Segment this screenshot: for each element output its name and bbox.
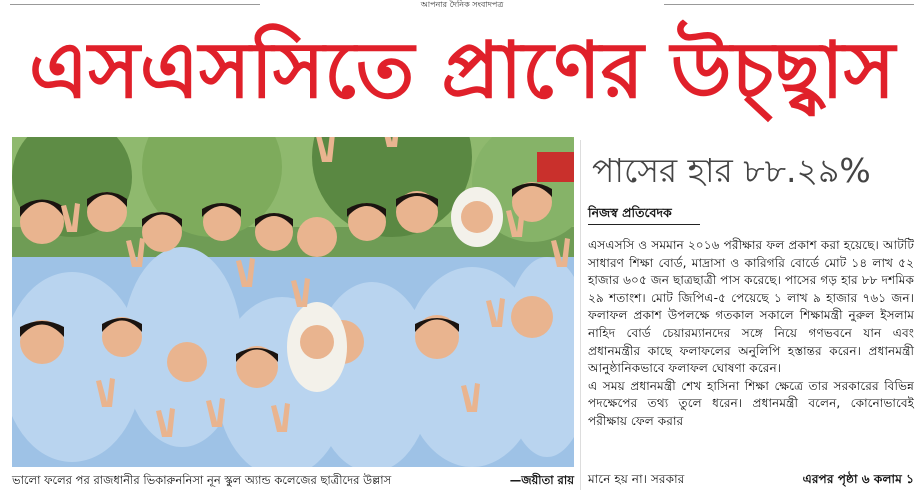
column-divider (580, 140, 581, 490)
students-celebrating-photo-icon (12, 137, 574, 467)
article-paragraph: এসএসসি ও সমমান ২০১৬ পরীক্ষার ফল প্রকাশ করা হয়েছে। আটটি সাধারণ শিক্ষা বোর্ড, মাদ্রাসা ও কারিগরি বোর্ডে মোট ১৪ লাখ ৫২ হাজার ৬০৫ জন ছাত্রছাত্রী পাস করেছে। পাসের গড় হার ৮৮ দশমিক ২৯ শতাংশ। মোট জিপিএ-৫ পেয়েছে ১ লাখ ৯ হাজার ৭৬১ জন। ফলাফল প্রকাশ উপলক্ষে গতকাল সকালে শিক্ষামন্ত্রী নুরুল ইসলাম নাহিদ বোর্ড চেয়ারম্যানদের সঙ্গে নিয়ে গণভবনে যান এবং প্রধানমন্ত্রীর কাছে ফলাফলের অনুলিপি হস্তান্তর করেন। প্রধানমন্ত্রী আনুষ্ঠানিকভাবে ফলাফল ঘোষণা করেন। (588, 238, 914, 376)
top-rule-right (664, 4, 914, 5)
news-photo (12, 137, 574, 467)
article-body (588, 237, 914, 431)
top-strip (0, 0, 924, 10)
last-line: মানে হয় না। সরকার (588, 472, 685, 486)
byline: নিজস্ব প্রতিবেদক (588, 205, 672, 220)
photo-caption (12, 470, 574, 492)
subheadline: পাসের হার ৮৮.২৯% (592, 151, 871, 190)
continuation-line (588, 472, 914, 490)
top-strip-text: আপনার দৈনিক সংবাদপত্র (420, 0, 504, 9)
caption-text: ভালো ফলের পর রাজধানীর ভিকারুননিসা নূন স্কুল অ্যান্ড কলেজের ছাত্রীদের উল্লাস (12, 472, 392, 487)
jump-reference: এরপর পৃষ্ঠা ৬ কলাম ১ (802, 472, 914, 486)
headline: এসএসসিতে প্রাণের উচ্ছ্বাস (28, 26, 896, 116)
top-rule-left (10, 4, 260, 5)
photo-credit: —জয়ীতা রায় (509, 472, 574, 487)
article-paragraph: এ সময় প্রধানমন্ত্রী শেখ হাসিনা শিক্ষা ক্ষেত্রে তার সরকারের বিভিন্ন পদক্ষেপের তথ্য তুলে ধরেন। প্রধানমন্ত্রী বলেন, কোনোভাবেই পরীক্ষায় ফেল করার (588, 378, 914, 428)
byline-underline (588, 224, 700, 225)
